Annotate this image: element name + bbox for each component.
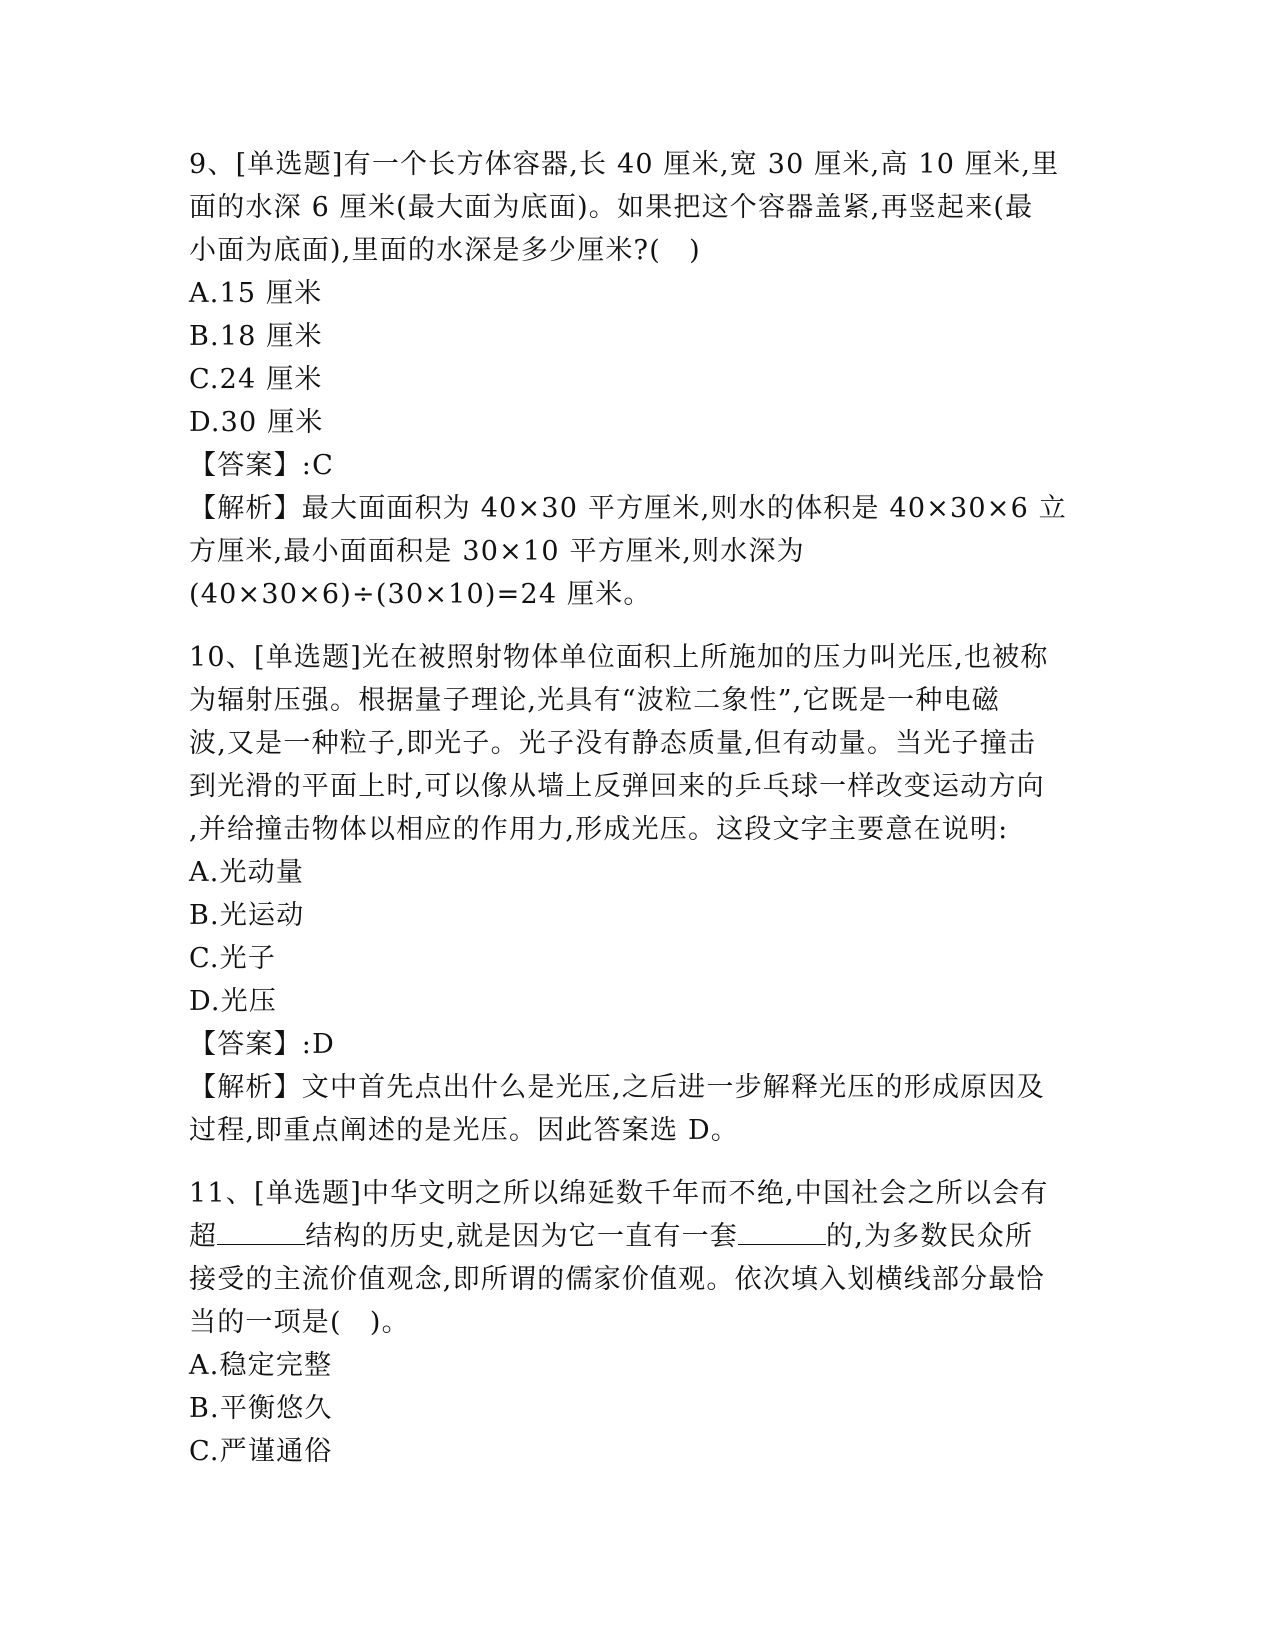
question-text-line: 9、[单选题]有一个长方体容器,长 40 厘米,宽 30 厘米,高 10 厘米,里 (189, 149, 1060, 180)
text-segment: 结构的历史,就是因为它一直有一套 (305, 1221, 738, 1252)
question-text-line: 11、[单选题]中华文明之所以绵延数千年而不绝,中国社会之所以会有 (189, 1178, 1049, 1209)
question-text-line: 小面为底面),里面的水深是多少厘米?( ) (189, 235, 701, 266)
option-a: A.稳定完整 (189, 1350, 333, 1381)
option-b: B.平衡悠久 (189, 1393, 333, 1424)
option-a: A.光动量 (189, 857, 305, 888)
option-c: C.24 厘米 (189, 364, 323, 395)
option-a: A.15 厘米 (189, 278, 323, 309)
option-b: B.18 厘米 (189, 321, 323, 352)
option-d: D.30 厘米 (189, 407, 324, 438)
question-text-line: 接受的主流价值观念,即所谓的儒家价值观。依次填入划横线部分最恰 (189, 1264, 1045, 1295)
option-d: D.光压 (189, 986, 278, 1017)
option-b: B.光运动 (189, 900, 305, 931)
question-text-line: ,并给撞击物体以相应的作用力,形成光压。这段文字主要意在说明: (189, 814, 1009, 845)
analysis-line: 过程,即重点阐述的是光压。因此答案选 D。 (189, 1115, 740, 1146)
answer-line: 【答案】:C (189, 450, 334, 481)
question-11 (189, 1172, 1089, 1473)
text-segment: 的,为多数民众所 (826, 1221, 1034, 1252)
question-text-line: 面的水深 6 厘米(最大面为底面)。如果把这个容器盖紧,再竖起来(最 (189, 192, 1034, 223)
question-text-line: 为辐射压强。根据量子理论,光具有“波粒二象性”,它既是一种电磁 (189, 685, 1000, 716)
analysis-line: 【解析】最大面面积为 40×30 平方厘米,则水的体积是 40×30×6 立 (189, 493, 1067, 524)
question-10 (189, 636, 1089, 1152)
question-text-line: 当的一项是( )。 (189, 1307, 410, 1338)
answer-line: 【答案】:D (189, 1029, 335, 1060)
question-text-line: 到光滑的平面上时,可以像从墙上反弹回来的乒乓球一样改变运动方向 (189, 771, 1045, 802)
question-text-line: 波,又是一种粒子,即光子。光子没有静态质量,但有动量。当光子撞击 (189, 728, 1037, 759)
question-text-line: 10、[单选题]光在被照射物体单位面积上所施加的压力叫光压,也被称 (189, 642, 1049, 673)
document-page (189, 143, 1089, 1473)
option-c: C.严谨通俗 (189, 1436, 333, 1467)
analysis-line: 【解析】文中首先点出什么是光压,之后进一步解释光压的形成原因及 (189, 1072, 1045, 1103)
text-segment: 超 (189, 1221, 218, 1252)
question-9 (189, 143, 1089, 616)
fill-blank (738, 1222, 826, 1245)
question-text-line (189, 1215, 1089, 1258)
fill-blank (217, 1222, 305, 1245)
analysis-line: (40×30×6)÷(30×10)=24 厘米。 (189, 579, 652, 610)
option-c: C.光子 (189, 943, 277, 974)
analysis-line: 方厘米,最小面面积是 30×10 平方厘米,则水深为 (189, 536, 805, 567)
